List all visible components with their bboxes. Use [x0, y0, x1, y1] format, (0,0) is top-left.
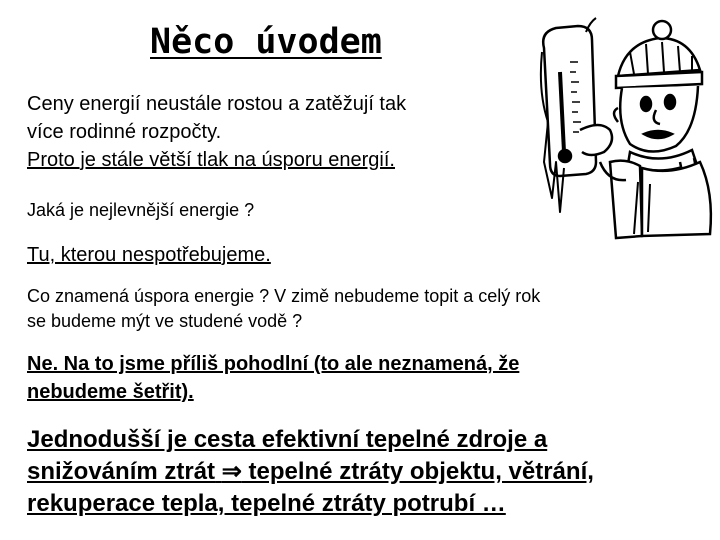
conclusion-line-2a: snižováním ztrát: [27, 458, 216, 485]
thermometer-icon: [541, 18, 596, 212]
intro-paragraph: [27, 90, 406, 174]
winter-hat-icon: [616, 21, 702, 88]
intro-line-3: Proto je stále větší tlak na úsporu energií.: [27, 149, 395, 171]
answer-energy-saving-line-1: Ne. Na to jsme příliš pohodlní (to ale neznamená, že: [27, 353, 520, 375]
page-title: Něco úvodem: [150, 22, 382, 62]
conclusion-line-2b: tepelné ztráty objektu, větrání,: [248, 458, 594, 485]
implies-arrow-icon: ⇒: [221, 458, 242, 485]
coat-icon: [600, 161, 711, 238]
answer-energy-saving-line-2: nebudeme šetřit).: [27, 381, 194, 403]
intro-line-1: Ceny energií neustále rostou a zatěžují tak: [27, 93, 407, 115]
hand-icon: [580, 125, 612, 155]
question-energy-saving-line-1: Co znamená úspora energie ? V zimě nebudeme topit a celý rok: [27, 286, 541, 306]
conclusion-line-1: Jednodušší je cesta efektivní tepelné zdroje a: [27, 426, 548, 453]
conclusion-paragraph: [27, 424, 594, 520]
intro-line-2: více rodinné rozpočty.: [27, 121, 222, 143]
question-cheapest-energy: Jaká je nejlevnější energie ?: [27, 200, 255, 220]
question-energy-saving-line-2: se budeme mýt ve studené vodě ?: [27, 311, 303, 331]
question-energy-saving: [27, 284, 540, 334]
conclusion-line-3: rekuperace tepla, tepelné ztráty potrubí …: [27, 490, 506, 517]
answer-energy-saving: [27, 350, 519, 406]
face-icon: [614, 86, 698, 152]
answer-cheapest-energy: Tu, kterou nespotřebujeme.: [27, 244, 271, 266]
cold-man-with-thermometer-icon: [530, 12, 720, 244]
